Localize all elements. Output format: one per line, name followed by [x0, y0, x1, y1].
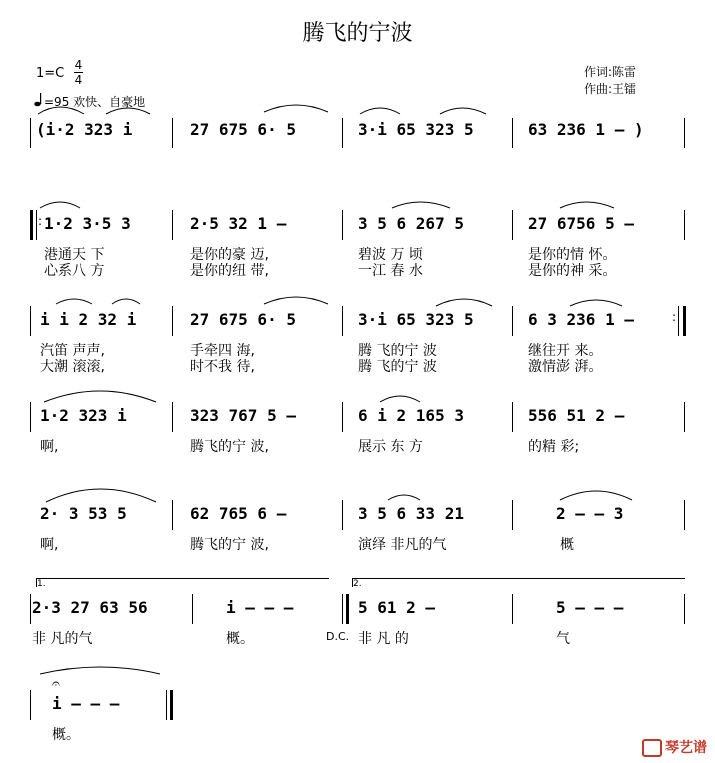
slur	[560, 202, 614, 208]
repeat-dots: :	[38, 214, 43, 228]
piano-logo-icon	[642, 739, 662, 757]
time-signature-bottom: 4	[74, 73, 83, 87]
lyric: 激情澎 湃。	[528, 359, 603, 375]
lyric: 非 凡 的	[358, 631, 409, 647]
slur	[38, 107, 84, 114]
measure: 3 5 6 33 21	[358, 504, 464, 523]
slur	[40, 667, 160, 674]
lyric: 啊,	[40, 537, 59, 553]
slur	[440, 108, 486, 114]
composer: 作曲:王镭	[584, 82, 637, 96]
measure: 2· 3 53 5	[40, 504, 127, 523]
site-logo-text: 琴艺谱	[665, 740, 707, 756]
volta-second-label: 2.	[353, 579, 362, 589]
lyricist: 作词:陈雷	[584, 65, 637, 79]
lyric: 概。	[52, 727, 80, 743]
lyric: 一江 春 水	[358, 263, 423, 279]
fermata-icon: 𝄐	[52, 676, 60, 692]
measure: 3·i 65 323 5	[358, 120, 474, 139]
measure: 556 51 2 –	[528, 406, 625, 425]
lyric: 概	[560, 537, 574, 553]
lyric: 手牵四 海,	[190, 343, 255, 359]
measure: 62 765 6 –	[190, 504, 287, 523]
slur	[264, 297, 328, 304]
measure: 3·i 65 323 5	[358, 310, 474, 329]
measure: i – – –	[226, 598, 294, 617]
lyric: 展示 东 方	[358, 439, 423, 455]
slur	[264, 105, 328, 112]
lyric: 汽笛 声声,	[40, 343, 105, 359]
measure: 6 i 2 165 3	[358, 406, 464, 425]
lyric: 继往开 来。	[528, 343, 603, 359]
lyric: 啊,	[40, 439, 59, 455]
lyric: 腾 飞的宁 波	[358, 359, 437, 375]
slur	[40, 202, 80, 208]
lyric: 是你的情 怀。	[528, 247, 617, 263]
measure: i – – –	[52, 694, 120, 713]
measure: i i 2 32 i	[40, 310, 137, 329]
measure: 63 236 1 – )	[528, 120, 644, 139]
lyric: 非 凡的气	[32, 631, 93, 647]
slur	[46, 489, 156, 502]
measure: 2 – – 3	[556, 504, 624, 523]
slur	[44, 391, 156, 402]
lyric: 是你的神 采。	[528, 263, 617, 279]
lyric: 演绎 非凡的气	[358, 537, 447, 553]
slur	[392, 202, 450, 208]
slur	[570, 300, 622, 306]
lyric: 大潮 滚滚,	[40, 359, 105, 375]
measure: (i·2 323 i	[36, 120, 133, 139]
measure: 3 5 6 267 5	[358, 214, 464, 233]
lyric: 是你的纽 带,	[190, 263, 269, 279]
measure: 6 3 236 1 –	[528, 310, 634, 329]
lyric: 港通天 下	[44, 247, 105, 263]
measure: 5 – – –	[556, 598, 624, 617]
lyric: 腾飞的宁 波,	[190, 537, 269, 553]
site-logo	[642, 737, 707, 757]
lyric: 腾 飞的宁 波	[358, 343, 437, 359]
slur	[388, 495, 420, 500]
lyric: 的精 彩;	[528, 439, 580, 455]
measure: 27 6756 5 –	[528, 214, 634, 233]
slur	[360, 108, 400, 114]
page-title: 腾飞的宁波	[302, 21, 413, 46]
measure: 5 61 2 –	[358, 598, 436, 617]
lyric: 时不我 待,	[190, 359, 255, 375]
key-signature: 1=C	[36, 66, 65, 81]
tempo-marking: =95 欢快、自豪地	[44, 95, 146, 109]
measure: 2·3 27 63 56	[32, 598, 148, 617]
measure: 1·2 3·5 3	[44, 214, 131, 233]
measure: 1·2 323 i	[40, 406, 127, 425]
da-capo-marking: D.C.	[326, 630, 350, 643]
slur	[106, 108, 150, 114]
slur	[560, 491, 632, 500]
measure: 2·5 32 1 –	[190, 214, 287, 233]
lyric: 气	[556, 631, 570, 647]
slur	[380, 396, 420, 402]
measure: 27 675 6· 5	[190, 310, 296, 329]
repeat-dots: :	[672, 310, 677, 324]
measure: 323 767 5 –	[190, 406, 296, 425]
lyric: 碧波 万 顷	[358, 247, 423, 263]
measure: 27 675 6· 5	[190, 120, 296, 139]
lyric: 腾飞的宁 波,	[190, 439, 269, 455]
slur	[112, 299, 140, 304]
slur	[436, 299, 492, 306]
time-signature-top: 4	[74, 58, 83, 72]
slur	[56, 299, 92, 304]
lyric: 概。	[226, 631, 254, 647]
volta-first-label: 1.	[37, 579, 46, 589]
lyric: 心系八 方	[44, 263, 105, 279]
lyric: 是你的豪 迈,	[190, 247, 269, 263]
